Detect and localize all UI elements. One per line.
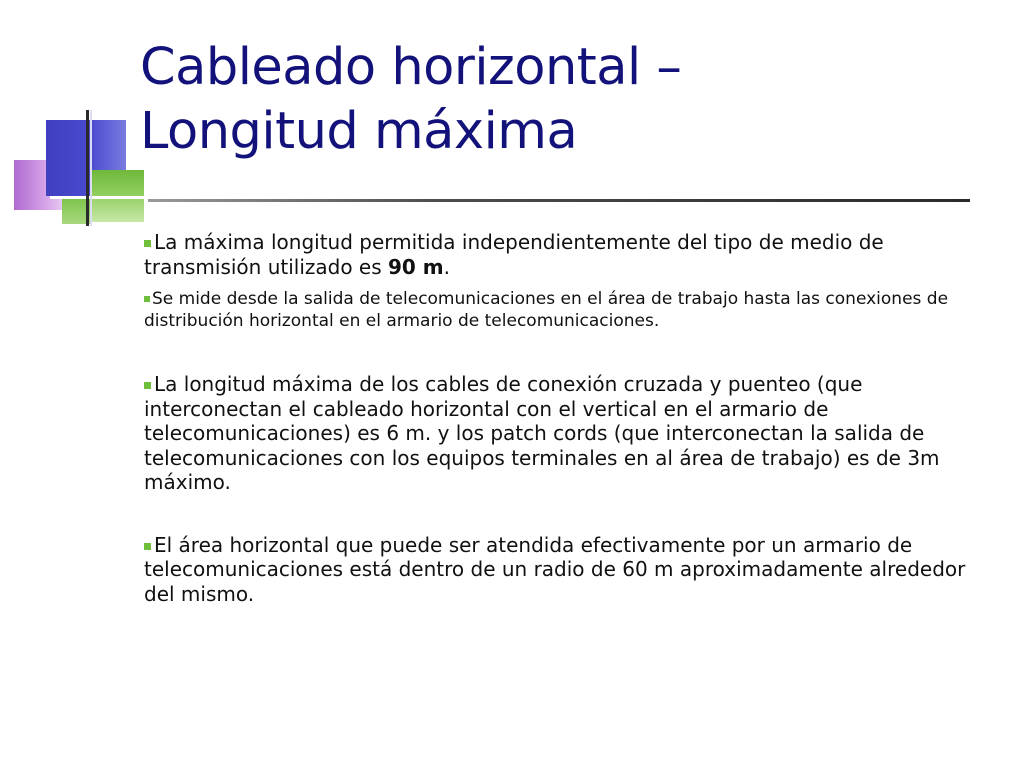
- decorative-divider-line: [50, 196, 146, 199]
- decorative-vertical-line-light: [90, 110, 92, 226]
- square-bullet-icon: [144, 240, 151, 247]
- slide-title: [140, 36, 980, 164]
- bullet-bold-value: 90 m: [388, 254, 444, 279]
- decorative-vertical-line: [86, 110, 89, 226]
- bullet-item-coverage-area: [144, 533, 1002, 607]
- slide-title-line-2: Longitud máxima: [140, 102, 578, 161]
- square-bullet-icon: [144, 382, 151, 389]
- bullet-text: La máxima longitud permitida independientemente del tipo de medio de transmisión utilizado es: [144, 230, 884, 279]
- square-bullet-icon: [144, 543, 151, 550]
- bullet-item-max-length: [144, 230, 1002, 279]
- sub-bullet-text: Se mide desde la salida de telecomunicaciones en el área de trabajo hasta las conexiones de distribución horizontal en el armario de telecomunicaciones.: [144, 289, 949, 331]
- bullet-item-patch-cords: [144, 372, 1002, 495]
- bullet-text-end: .: [443, 254, 451, 279]
- slide-content: [144, 230, 1002, 606]
- bullet-text: La longitud máxima de los cables de conexión cruzada y puenteo (que interconectan el cableado horizontal con el vertical en el armario de telecomunicaciones) es 6 m. y los patch cords (que interconectan la salida de telecomunicaciones con los equipos terminales en al área de trabajo) es de 3m máximo.: [144, 372, 940, 494]
- bullet-text: El área horizontal que puede ser atendida efectivamente por un armario de telecomunicaciones está dentro de un radio de 60 m aproximadamente alrededor del mismo.: [144, 532, 966, 606]
- sub-bullet-item-measurement: [144, 289, 1002, 332]
- square-bullet-icon: [144, 296, 150, 302]
- slide-title-line-1: Cableado horizontal –: [140, 38, 682, 97]
- title-underline: [148, 199, 970, 202]
